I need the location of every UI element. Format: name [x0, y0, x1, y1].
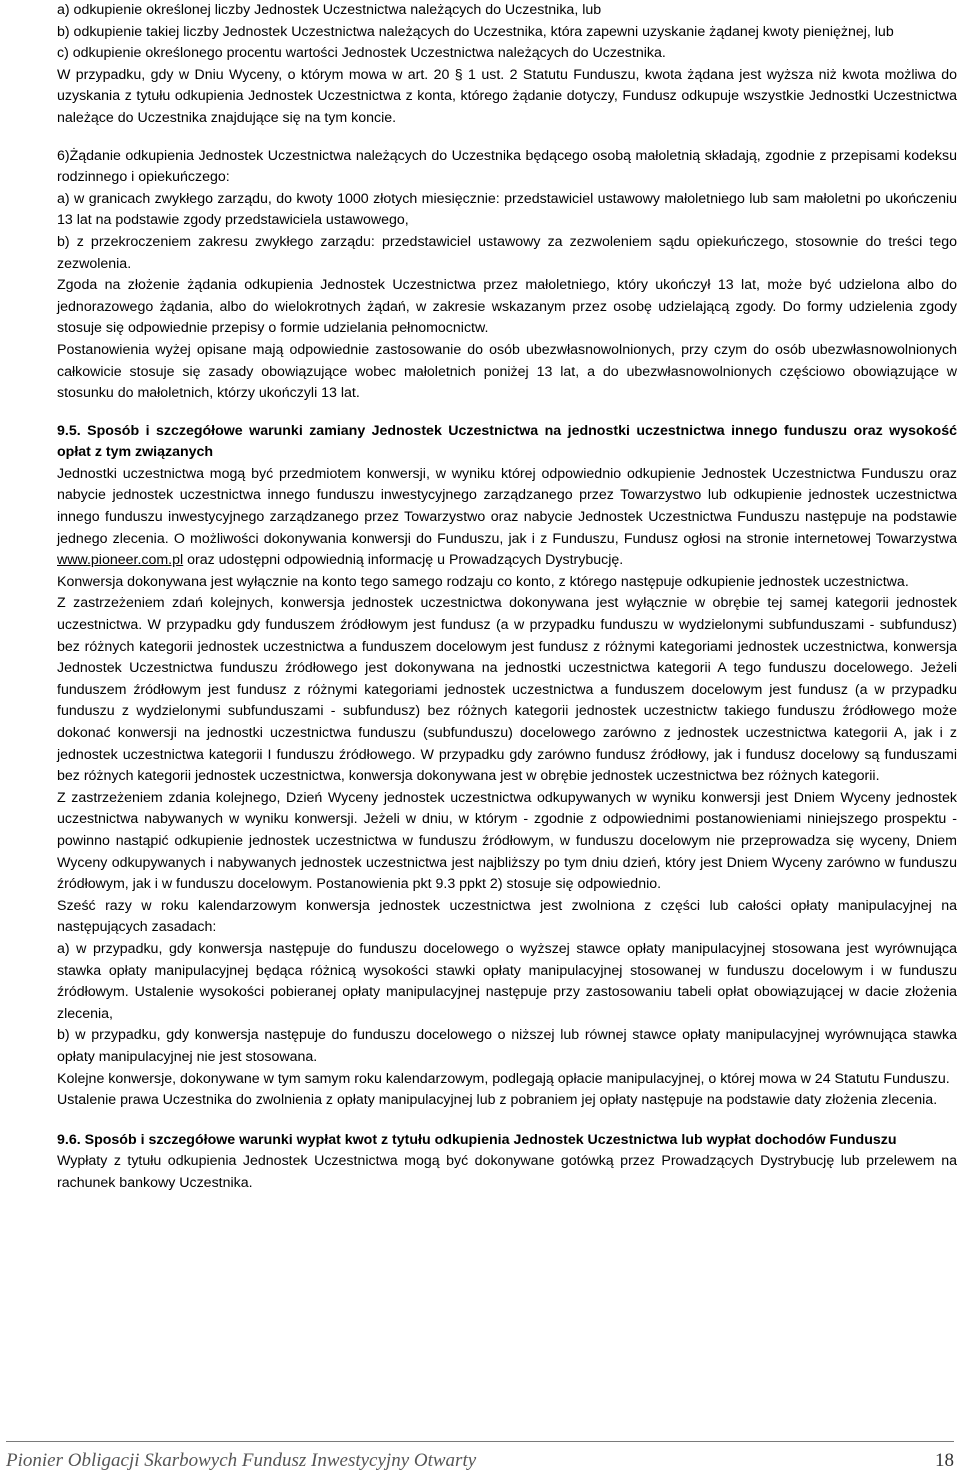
page-body [57, 0, 957, 1194]
list-item-c: c) odkupienie określonego procentu wartości Jednostek Uczestnictwa należących do Uczestnika. [57, 45, 666, 62]
paragraph-conversion-account: Konwersja dokonywana jest wyłącznie na konto tego samego rodzaju co konto, z którego następuje odkupienie jednostek uczestnictwa. [57, 573, 909, 590]
paragraph-conversion-categories: Z zastrzeżeniem zdań kolejnych, konwersja jednostek uczestnictwa dokonywana jest wyłącznie w obrębie tej samej kategorii jednostek uczestnictwa. W przypadku gdy funduszem źródłowym jest fundusz (a w przypadku funduszu w wydzielonymi subfunduszami - subfundusz) bez różnych kategorii jednostek uczestnictwa a funduszem docelowym jest fundusz z różnymi kategoriami jednostek uczestnictwa, konwersja Jednostek Uczestnictwa funduszu źródłowego jest dokonywana na jednostki uczestnictwa kategorii A tego funduszu docelowego. Jeżeli funduszem źródłowym jest fundusz z różnymi kategoriami jednostek uczestnictwa a funduszem docelowym jest fundusz (a w przypadku funduszu z wydzielonymi subfunduszami - subfundusz) bez różnych kategorii jednostek uczestnictw takiego funduszu źródłowego może dokonać konwersji na jednostki uczestnictwa funduszu (subfunduszu) docelowego zarówno z jednostek uczestnictwa kategorii A, jak i z jednostek uczestnictwa kategorii I funduszu źródłowego. W przypadku gdy zarówno fundusz źródłowy, jak i fundusz docelowy są funduszami bez różnych kategorii jednostek uczestnictwa, konwersja dokonywana jest w obrębie jednostek uczestnictwa bez różnych kategorii. [57, 595, 957, 785]
list-item-lower-fee: b) w przypadku, gdy konwersja następuje do funduszu docelowego o niższej lub równej stawce opłaty manipulacyjnej wyrównująca stawka opłaty manipulacyjnej nie jest stosowana. [57, 1027, 957, 1065]
conversion-intro-end: oraz udostępni odpowiednią informację u Prowadzących Dystrybucję. [183, 552, 624, 569]
paragraph-consent: Zgoda na złożenie żądania odkupienia Jednostek Uczestnictwa przez małoletniego, który ukończył 13 lat, może być udzielona albo do jednorazowego żądania, albo do wielokrotnych żądań, w zakresie wskazanym przez osobę udzielającą zgody. Do formy udzielenia zgody stosuje się odpowiednie przepisy o formie udzielania pełnomocnictw. [57, 277, 957, 337]
spacer [57, 1112, 957, 1130]
paragraph-fee-exemption: Sześć razy w roku kalendarzowym konwersja jednostek uczestnictwa jest zwolniona z części lub całości opłaty manipulacyjnej na następujących zasadach: [57, 897, 957, 936]
list-item-b: b) odkupienie takiej liczby Jednostek Uczestnictwa należących do Uczestnika, która zapewni uzyskanie żądanej kwoty pieniężnej, lub [57, 23, 894, 40]
list-item-exceeding-management: b) z przekroczeniem zakresu zwykłego zarządu: przedstawiciel ustawowy za zezwoleniem sądu opiekuńczego, stosownie do treści tego zezwolenia. [57, 233, 957, 272]
section-heading-9-6: 9.6. Sposób i szczegółowe warunki wypłat kwot z tytułu odkupienia Jednostek Uczestnictwa lub wypłat dochodów Funduszu [57, 1131, 897, 1148]
list-item-a: a) odkupienie określonej liczby Jednostek Uczestnictwa należących do Uczestnika, lub [57, 2, 602, 18]
paragraph-payments: Wypłaty z tytułu odkupienia Jednostek Uczestnictwa mogą być dokonywane gotówką przez Prowadzących Dystrybucję lub przelewem na rachunek bankowy Uczestnika. [57, 1153, 957, 1191]
paragraph-conversion-valuation-day: Z zastrzeżeniem zdania kolejnego, Dzień Wyceny jednostek uczestnictwa odkupywanych w wyniku konwersji jest Dniem Wyceny jednostek uczestnictwa nabywanych w wyniku konwersji. Jeżeli w dniu, w którym - zgodnie z odpowiednimi postanowieniami niniejszego prospektu - powinno nastąpić odkupienie jednostek uczestnictwa w funduszu źródłowym, w funduszu docelowym nie przeprowadza się wyceny, Dniem Wyceny odkupywanych i nabywanych jednostek uczestnictwa jest najbliższy po tym dniu dzień, który jest Dniem Wyceny zarówno w funduszu źródłowym, jak i w funduszu docelowym. Postanowienia pkt 9.3 ppkt 2) stosuje się odpowiednio. [57, 789, 957, 893]
paragraph-minor-redemption: 6)Żądanie odkupienia Jednostek Uczestnictwa należących do Uczestnika będącego osobą małoletnią składają, zgodnie z przepisami kodeksu rodzinnego i opiekuńczego: [57, 147, 957, 186]
page-number: 18 [935, 1450, 954, 1471]
section-heading-9-5: 9.5. Sposób i szczegółowe warunki zamiany Jednostek Uczestnictwa na jednostki uczestnictwa innego funduszu oraz wysokość opłat z tym związanych [57, 422, 957, 461]
paragraph-incapacitated: Postanowienia wyżej opisane mają odpowiednie zastosowanie do osób ubezwłasnowolnionych, przy czym do osób ubezwłasnowolnionych całkowicie stosuje się zasady obowiązujące wobec małoletnich poniżej 13 lat, a do ubezwłasnowolnionych częściowo obowiązujące w stosunku do małoletnich, którzy ukończyli 13 lat. [57, 341, 957, 402]
footer-title: Pionier Obligacji Skarbowych Fundusz Inwestycyjny Otwarty [6, 1450, 477, 1471]
conversion-intro-text: Jednostki uczestnictwa mogą być przedmiotem konwersji, w wyniku której odpowiednio odkupienie Jednostek Uczestnictwa Funduszu oraz nabycie jednostek uczestnictwa innego funduszu inwestycyjnego zarządzanego przez Towarzystwo lub odkupienie jednostek uczestnictwa innego funduszu inwestycyjnego zarządzanego przez Towarzystwo oraz nabycie Jednostek Uczestnictwa Funduszu następuje na podstawie jednego zlecenia. O możliwości dokonywania konwersji do Funduszu, jak i z Funduszu, Fundusz ogłosi na stronie internetowej Towarzystwa [57, 465, 957, 547]
page-footer [6, 1441, 954, 1472]
paragraph-valuation-day: W przypadku, gdy w Dniu Wyceny, o którym mowa w art. 20 § 1 ust. 2 Statutu Funduszu, kwota żądana jest wyższa niż kwota możliwa do uzyskania z tytułu odkupienia Jednostek Uczestnictwa z konta, którego żądanie dotyczy, Fundusz odkupuje wszystkie Jednostki Uczestnictwa należące do Uczestnika znajdujące się na tym koncie. [57, 66, 957, 126]
list-item-higher-fee: a) w przypadku, gdy konwersja następuje do funduszu docelowego o wyższej stawce opłaty manipulacyjnej stosowana jest wyrównująca stawka opłaty manipulacyjnej będąca różnicą wysokości stawki opłaty manipulacyjnej stosowanej w funduszu docelowym i w funduszu źródłowym. Ustalenie wysokości pobieranej opłaty manipulacyjnej następuje przy zastosowaniu tabeli opłat obowiązującej w dacie złożenia zlecenia, [57, 940, 957, 1022]
spacer [57, 130, 957, 146]
paragraph-further-conversions: Kolejne konwersje, dokonywane w tym samym roku kalendarzowym, podlegają opłacie manipulacyjnej, o której mowa w 24 Statutu Funduszu. [57, 1070, 950, 1087]
website-link[interactable]: www.pioneer.com.pl [57, 552, 184, 569]
list-item-ordinary-management: a) w granicach zwykłego zarządu, do kwoty 1000 złotych miesięcznie: przedstawiciel ustawowy małoletniego lub sam małoletni po ukończeniu 13 lat na podstawie zgody przedstawiciela ustawowego, [57, 190, 957, 229]
paragraph-conversion-intro [57, 464, 957, 572]
paragraph-fee-right: Ustalenie prawa Uczestnika do zwolnienia z opłaty manipulacyjnej lub z pobraniem jej opłaty następuje na podstawie daty złożenia zlecenia. [57, 1092, 938, 1109]
spacer [57, 405, 957, 421]
